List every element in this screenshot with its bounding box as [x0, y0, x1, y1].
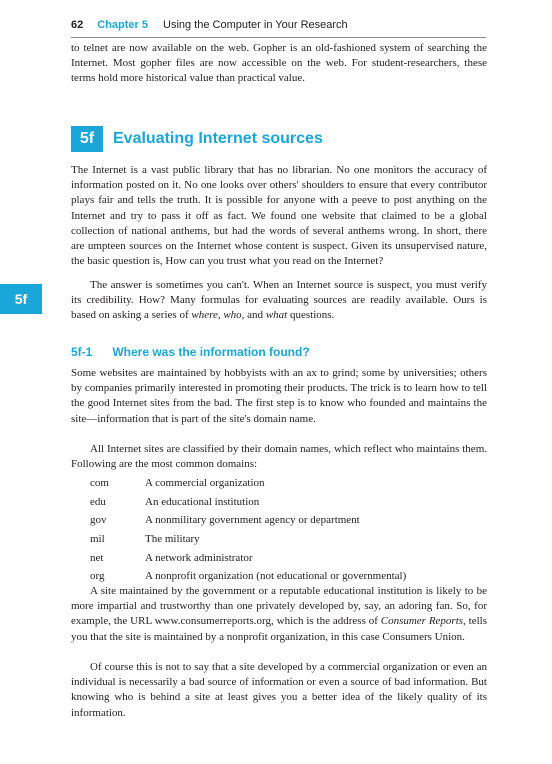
- section-paragraph-2-what: what: [265, 309, 288, 322]
- domain-code: org: [90, 570, 105, 583]
- section-paragraph-1: The Internet is a vast public library that has no librarian. No one monitors the accuracy of information posted on it. No one looks over others' shoulders to ensure that every contributor plays fair and tells the truth. It is possible for anyone with a peeve to post anything on the Internet and try to pass it off as fact. We found one website that claimed to be a global collection of national anthems, but had the words of several anthems wrong. In short, there are umpteen sources on the Internet whose content is suspect. Given its unsupervised nature, the basic question is, How can you trust what you read on the Internet?: [71, 164, 487, 268]
- subsection-title: Where was the information found?: [112, 345, 310, 359]
- domain-row: [90, 493, 487, 512]
- domain-row: [90, 548, 487, 567]
- section-paragraph-2-where: where, who,: [191, 309, 245, 322]
- domain-code: net: [90, 551, 104, 564]
- domain-row: [90, 530, 487, 549]
- domain-description: An educational institution: [145, 495, 260, 508]
- domain-description: A nonmilitary government agency or department: [145, 514, 360, 527]
- domain-row: [90, 511, 487, 530]
- section-paragraph-2-start: The answer is sometimes you can't. When an Internet source is suspect, you must verify its credibility. How? Many formulas for evaluating sources are readily available. Ours is based on asking a series of: [71, 279, 487, 322]
- section-paragraph-2: [71, 278, 487, 324]
- consumer-reports-title: Consumer Reports,: [380, 615, 466, 628]
- domain-description: A nonprofit organization (not educational or governmental): [145, 570, 407, 583]
- subsection-paragraph-3: [71, 584, 487, 645]
- page-number: 62: [71, 19, 84, 31]
- domain-description: A network administrator: [145, 551, 253, 564]
- domain-row: [90, 567, 487, 586]
- subsection-paragraph-3-start: A site maintained by the government or a reputable educational institution is likely to be more impartial and trustworthy than one privately developed by, say, an adoring fan. So, for example, the URL www.consumerreports.org, which is the address of: [71, 585, 487, 628]
- running-head: [71, 16, 486, 34]
- domain-description: The military: [145, 533, 200, 546]
- section-thumb-tab: 5f: [0, 284, 42, 314]
- domain-code: gov: [90, 514, 107, 527]
- domain-code: edu: [90, 495, 106, 508]
- domain-code: mil: [90, 533, 105, 546]
- section-paragraph-2-and: and: [244, 309, 266, 322]
- subsection-heading: [71, 343, 310, 361]
- chapter-title: Using the Computer in Your Research: [163, 19, 348, 31]
- domain-description: A commercial organization: [145, 477, 265, 490]
- subsection-paragraph-4: Of course this is not to say that a site developed by a commercial organization or even an individual is necessarily a bad source of information or even a source of bad information. But knowing who is behind a site at least gives you a better idea of the likely quality of its information.: [71, 661, 487, 719]
- section-title: Evaluating Internet sources: [113, 130, 323, 147]
- intro-paragraph: to telnet are now available on the web. Gopher is an old-fashioned system of searching the Internet. Most gopher files are now accessible on the web. For student-researchers, these terms hold more historical value than practical value.: [71, 42, 487, 85]
- domain-code: com: [90, 477, 109, 490]
- subsection-paragraph-3-end: tells you that the site is maintained by a nonprofit organization, in this case Consumers Union.: [71, 615, 487, 643]
- subsection-paragraph-1: Some websites are maintained by hobbyists with an ax to grind; some by universities; others by companies primarily interested in promoting their products. The trick is to learn how to tell the good Internet sites from the bad. The first step is to know who founded and maintains the site—information that is part of the site's domain name.: [71, 367, 487, 425]
- domain-list: [90, 474, 487, 586]
- subsection-paragraph-2: All Internet sites are classified by their domain names, which reflect who maintains them. Following are the most common domains:: [71, 443, 487, 471]
- section-heading: [71, 126, 323, 152]
- section-badge: 5f: [71, 126, 103, 152]
- section-paragraph-2-end: questions.: [287, 309, 335, 322]
- chapter-label: Chapter 5: [97, 19, 148, 31]
- header-rule: [71, 37, 486, 38]
- subsection-number: 5f-1: [71, 345, 93, 359]
- domain-row: [90, 474, 487, 493]
